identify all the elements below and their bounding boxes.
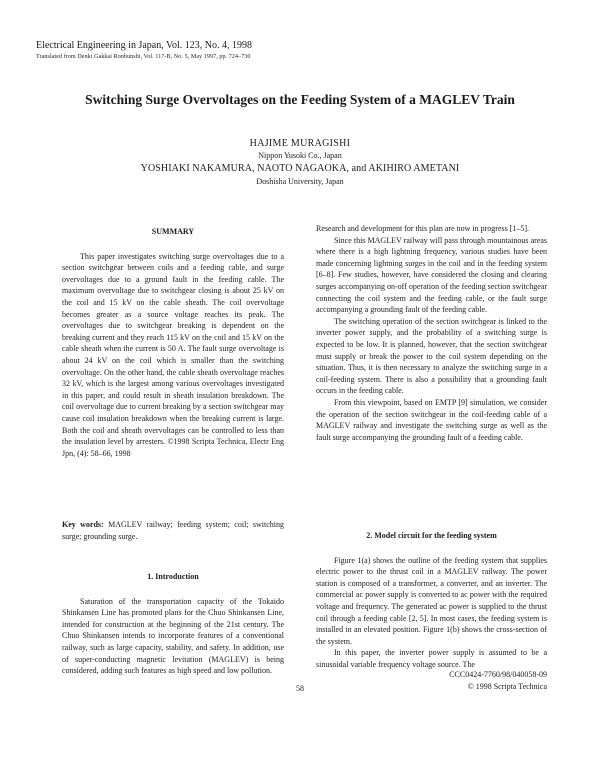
keywords-label: Key words (62, 520, 102, 529)
copyright-code: CCC0424-7760/98/040058-09 (449, 670, 547, 679)
page-number: 58 (296, 684, 304, 693)
paragraph-viewpoint: From this viewpoint, based on EMTP [9] simulation, we consider the operation of the section switchgear in the coil-feeding cable of a MAGLEV railway and investigate the switching surge as well as the fault surge accompanying the grounding fault of a feeding cable. (316, 397, 547, 442)
copyright-notice: © 1998 Scripta Technica (467, 682, 547, 691)
summary-heading: SUMMARY (151, 227, 195, 236)
introduction-text: Saturation of the transportation capacity of the Tokaido Shinkansen Line has promoted plans for the Chuo Shinkansen Line, intended for construction at the beginning of the 21st century. The Chuo Shinkansen intends to incorporate features of a conventional railway, such as large capacity, stability, and safety. In addition, use of super-conducting magnetic levitation (MAGLEV) is being considered, adding such features as high speed and low pollution. (62, 596, 284, 676)
author-line-1: HAJIME MURAGISHI (249, 138, 351, 149)
paragraph-switching: The switching operation of the section switchgear is linked to the inverter power supply, and the probability of a switching surge is expected to be low. It is planned, however, that the section switchgear must supply or break the power to the coil system depending on the situation. Thus, it is then necessary to analyze the switching surge in a coil-feeding system. There is also a possibility that a grounding fault occurs in the feeding cable. (316, 316, 547, 396)
section-2-heading: 2. Model circuit for the feeding system (366, 531, 497, 540)
keywords-text: MAGLEV railway; feeding system; coil; switching surge; grounding surge. (62, 520, 285, 541)
section-2 (316, 530, 547, 671)
affiliation-line-2: Doshisha University, Japan (256, 177, 344, 186)
paragraph-lightning: Since this MAGLEV railway will pass through mountainous areas where there is a high lightning frequency, various studies have been made concerning lightning surges in the coil and in the feeding system [6–8]. Few studies, however, have considered the closing and clearing surges accompanying on-off operation of the feeding section switchgear connecting the coil system and the feeding cable, or the fault surge accompanying a grounding fault of the feeding cable. (316, 235, 547, 315)
introduction-section (62, 571, 284, 677)
affiliation-line-1: Nippon Yusoki Co., Japan (258, 151, 342, 160)
keywords-colon: : (101, 520, 109, 529)
continuation-paragraph: Research and development for this plan are now in progress [1–5]. (316, 224, 530, 233)
section-2-paragraph-1: Figure 1(a) shows the outline of the feeding system that supplies electric power to the thrust coil in a MAGLEV railway. The power station is composed of a transformer, a converter, and an inverter. The commercial ac power supply is converted to ac power with the required voltage and frequency. The generated ac power is supplied to the thrust coil through a feeding cable [2, 5]. In most cases, the feeding system is installed in an elevated position. Figure 1(b) shows the cross-section of the system. (316, 555, 547, 646)
right-column-text (316, 223, 547, 443)
journal-citation: Electrical Engineering in Japan, Vol. 123, No. 4, 1998 (36, 40, 252, 51)
paper-title: Switching Surge Overvoltages on the Feeding System of a MAGLEV Train (85, 92, 515, 107)
author-line-2: YOSHIAKI NAKAMURA, NAOTO NAGAOKA, and AKIHIRO AMETANI (140, 163, 460, 174)
summary-text: This paper investigates switching surge overvoltages due to a section switchgear between coils and a feeding cable, and surge overvoltages due to a ground fault in the feeding cable. The maximum overvoltage due to switchgear closing is about 25 kV on the coil and 15 kV on the cable sheath. The coil overvoltage becomes greater as a source voltage reaches its peak. The overvoltages due to switchgear breaking is dependent on the breaking current and they reach 115 kV on the coil and 15 kV on the cable sheath when the current is 50 A. The fault surge overvoltage is about 24 kV on the coil which is smaller than the switching overvoltage. On the other hand, the cable sheath overvoltage reaches 32 kV, which is the largest among various overvoltages investigated in this paper, and could result in sheath insulation breakdown. The coil overvoltage due to current breaking by a section switchgear may cause coil insulation breakdown when the breaking current is large. Both the coil and sheath overvoltages can be controlled to less than the insulation level by arresters. ©1998 Scripta Technica, Electr Eng Jpn, (4): 58–66, 1998 (62, 251, 284, 458)
summary-section (62, 226, 284, 459)
translation-note: Translated from Denki Gakkai Ronbunshi, Vol. 117-B, No. 5, May 1997, pp. 724–730 (36, 54, 251, 60)
section-2-paragraph-2: In this paper, the inverter power supply is assumed to be a sinusoidal variable frequency voltage source. The (316, 648, 547, 669)
keywords-section (62, 519, 284, 542)
introduction-heading: 1. Introduction (147, 572, 199, 581)
